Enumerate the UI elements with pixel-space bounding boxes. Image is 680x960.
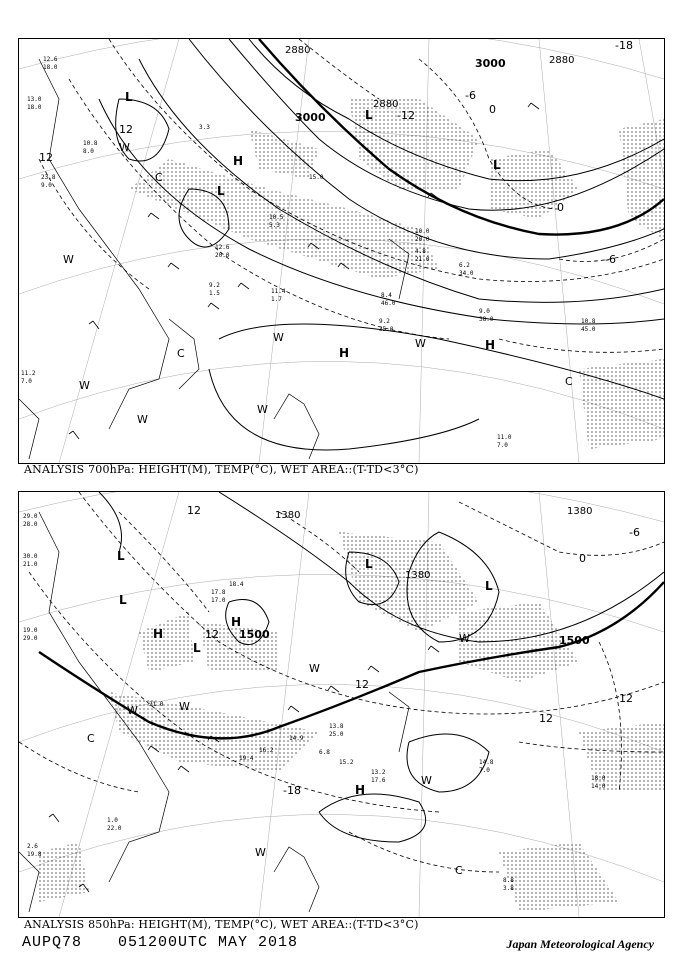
station-value: 8.4 — [381, 292, 392, 299]
isotherms — [19, 492, 664, 872]
station-value: 34.0 — [459, 270, 474, 277]
station-value: 29.0 — [23, 635, 38, 642]
station-value: 15.2 — [339, 759, 354, 766]
station-value: 6.8 — [319, 749, 330, 756]
high-center: H — [355, 783, 366, 797]
station-value: 3.8 — [503, 885, 514, 892]
station-value: 16.2 — [259, 747, 274, 754]
station-value: 8.8 — [503, 877, 514, 884]
warm-marker: W — [63, 253, 74, 266]
station-value: 10.0 — [415, 228, 430, 235]
caption-700hpa: ANALYSIS 700hPa: HEIGHT(M), TEMP(°C), WET AREA::(T-TD<3°C) — [24, 463, 419, 476]
station-value: 9.2 — [209, 282, 220, 289]
station-value: 17.0 — [211, 597, 226, 604]
low-center: L — [125, 90, 133, 104]
height-label: 2880 — [549, 55, 575, 66]
station-value: 9.0 — [479, 308, 490, 315]
warm-marker: W — [255, 846, 266, 859]
low-center: L — [365, 557, 373, 571]
cold-marker: C — [155, 171, 163, 184]
station-value: 20.0 — [215, 252, 230, 259]
temp-label: 12 — [355, 678, 369, 691]
warm-marker: W — [137, 413, 148, 426]
station-value: 18.0 — [591, 775, 606, 782]
station-value: 18.4 — [229, 581, 244, 588]
station-value: 29.0 — [23, 513, 38, 520]
station-values — [23, 513, 606, 892]
station-value: 12.6 — [43, 56, 58, 63]
agency-name: Japan Meteorological Agency — [506, 937, 654, 951]
high-center: H — [231, 615, 242, 629]
height-label: 3000 — [295, 111, 326, 124]
warm-marker: W — [415, 337, 426, 350]
station-value: 10.5 — [269, 214, 284, 221]
cold-marker: C — [455, 864, 463, 877]
chart-850hpa — [18, 491, 665, 918]
temp-label: 12 — [187, 504, 201, 517]
station-value: 25.0 — [329, 731, 344, 738]
station-value: 21.0 — [149, 701, 164, 708]
station-value: 13.2 — [371, 769, 386, 776]
station-value: 3.3 — [199, 124, 210, 131]
low-center: L — [217, 184, 225, 198]
chart-id-line — [22, 934, 324, 951]
station-value: 18.0 — [27, 104, 42, 111]
caption-850hpa: ANALYSIS 850hPa: HEIGHT(M), TEMP(°C), WET AREA::(T-TD<3°C) — [24, 918, 419, 931]
station-value: 11.4 — [271, 288, 286, 295]
chart-700hpa — [18, 38, 665, 464]
temp-label: -6 — [465, 89, 476, 102]
temp-label: -18 — [615, 39, 633, 52]
station-value: 28.0 — [23, 521, 38, 528]
temp-label: 12 — [39, 151, 53, 164]
station-value: 45.0 — [581, 326, 596, 333]
station-value: 10.8 — [581, 318, 596, 325]
height-label: 1500 — [559, 634, 590, 647]
station-value: 9.0 — [41, 182, 52, 189]
station-value: 13.0 — [27, 96, 42, 103]
height-label: 2880 — [373, 99, 399, 110]
temp-label: -18 — [283, 784, 301, 797]
chart-timestamp: 051200UTC MAY 2018 — [118, 934, 299, 951]
station-value: 11.0 — [497, 434, 512, 441]
warm-marker: W — [179, 700, 190, 713]
station-value: 23.8 — [41, 174, 56, 181]
cold-marker: C — [565, 375, 573, 388]
low-center: L — [119, 593, 127, 607]
low-center: L — [485, 579, 493, 593]
station-value: 7.0 — [21, 378, 32, 385]
station-value: 1.7 — [271, 296, 282, 303]
height-label: 1380 — [275, 510, 301, 521]
station-value: 21.0 — [415, 256, 430, 263]
station-value: 19.8 — [27, 851, 42, 858]
isotherms — [39, 39, 664, 352]
high-center: H — [485, 338, 496, 352]
station-value: 14.9 — [289, 735, 304, 742]
height-label: 1380 — [567, 506, 593, 517]
station-value: 18.0 — [43, 64, 58, 71]
temp-label: 0 — [579, 552, 586, 565]
station-value: 7.0 — [497, 442, 508, 449]
station-value: 5.3 — [269, 222, 280, 229]
station-value: 12.6 — [215, 244, 230, 251]
warm-marker: W — [119, 141, 130, 154]
height-label: 1500 — [239, 628, 270, 641]
warm-marker: W — [421, 774, 432, 787]
station-value: 30.0 — [23, 553, 38, 560]
station-value: 10.8 — [83, 140, 98, 147]
station-value: 6.2 — [459, 262, 470, 269]
station-value: 1.5 — [209, 290, 220, 297]
wet-area — [39, 532, 664, 912]
warm-marker: W — [459, 632, 470, 645]
high-center: H — [153, 627, 164, 641]
station-value: 46.0 — [381, 300, 396, 307]
warm-marker: W — [257, 403, 268, 416]
temp-label: 12 — [539, 712, 553, 725]
warm-marker: W — [273, 331, 284, 344]
station-value: 13.8 — [329, 723, 344, 730]
station-value: 17.8 — [211, 589, 226, 596]
station-value: 22.0 — [107, 825, 122, 832]
station-value: 8.0 — [83, 148, 94, 155]
warm-marker: W — [79, 379, 90, 392]
station-value: 11.2 — [21, 370, 36, 377]
height-label: 2880 — [285, 45, 311, 56]
station-value: 35.0 — [379, 326, 394, 333]
height-label: 1380 — [405, 570, 431, 581]
station-value: 2.6 — [27, 843, 38, 850]
station-value: 4.8 — [415, 248, 426, 255]
low-center: L — [193, 641, 201, 655]
temp-label: 12 — [619, 692, 633, 705]
station-value: 15.0 — [309, 174, 324, 181]
height-label: 3000 — [475, 57, 506, 70]
station-value: 19.0 — [23, 627, 38, 634]
station-value: 38.0 — [479, 316, 494, 323]
temp-label: 0 — [557, 201, 564, 214]
low-center: L — [117, 549, 125, 563]
cold-marker: C — [177, 347, 185, 360]
station-value: 9.2 — [379, 318, 390, 325]
station-value: 14.0 — [591, 783, 606, 790]
temp-label: 0 — [489, 103, 496, 116]
low-center: L — [493, 158, 501, 172]
temp-label: 12 — [119, 123, 133, 136]
temp-label: -6 — [629, 526, 640, 539]
high-center: H — [233, 154, 244, 168]
station-value: 14.8 — [479, 759, 494, 766]
cold-marker: C — [87, 732, 95, 745]
high-center: H — [339, 346, 350, 360]
temp-label: -12 — [397, 109, 415, 122]
station-value: 7.0 — [479, 767, 490, 774]
chart-code: AUPQ78 — [22, 934, 83, 951]
station-value: 19.4 — [239, 755, 254, 762]
station-value: 17.6 — [371, 777, 386, 784]
map-850hpa — [19, 492, 664, 917]
station-value: 1.0 — [107, 817, 118, 824]
warm-marker: W — [309, 662, 320, 675]
warm-marker: W — [127, 704, 138, 717]
station-value: 20.0 — [415, 236, 430, 243]
temp-label: -6 — [605, 253, 616, 266]
temp-label: 12 — [205, 628, 219, 641]
station-value: 21.0 — [23, 561, 38, 568]
low-center: L — [365, 108, 373, 122]
map-700hpa — [19, 39, 664, 463]
